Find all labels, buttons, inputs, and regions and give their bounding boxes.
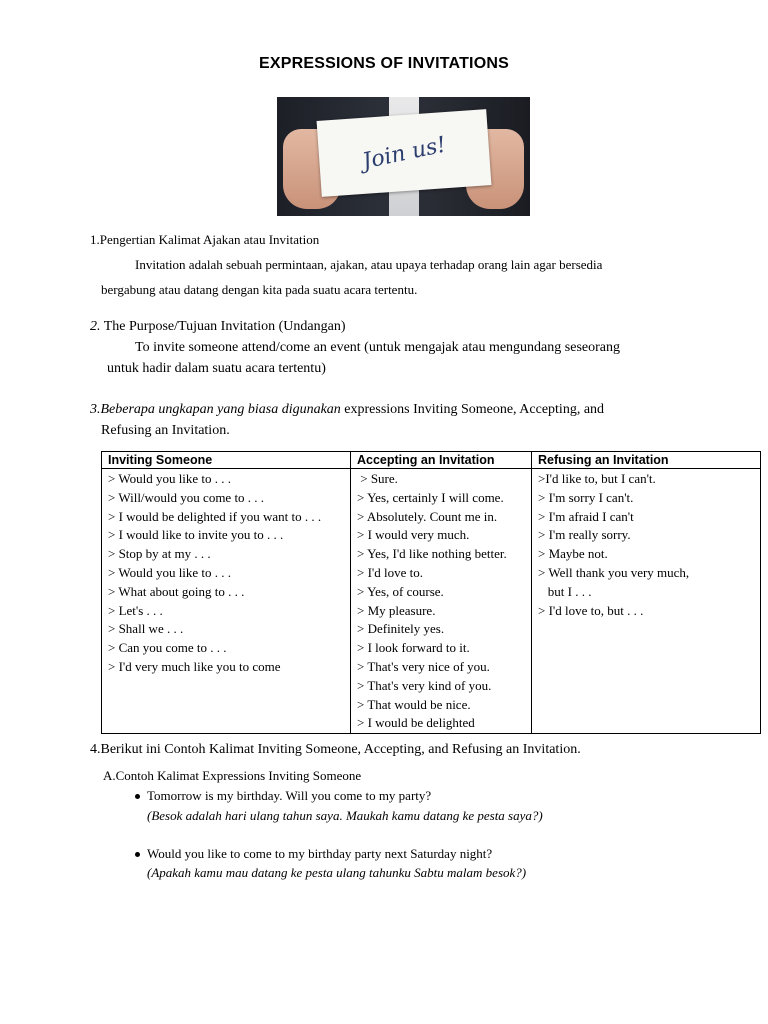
- accepting-item: > I would be delighted: [357, 715, 475, 731]
- inviting-item: > Can you come to . . .: [108, 640, 227, 656]
- accepting-item: > I would very much.: [357, 527, 470, 543]
- header-inviting: Inviting Someone: [102, 452, 351, 469]
- inviting-item: > Will/would you come to . . .: [108, 489, 265, 505]
- accepting-item: > Yes, I'd like nothing better.: [357, 546, 507, 562]
- inviting-item: > What about going to . . .: [108, 583, 245, 599]
- section2-heading: The Purpose/Tujuan Invitation (Undangan): [103, 319, 346, 334]
- table-header-row: [102, 452, 761, 469]
- page-title: EXPRESSIONS OF INVITATIONS: [259, 55, 509, 72]
- join-us-card: [317, 109, 492, 197]
- inviting-item: > Let's . . .: [108, 602, 163, 618]
- inviting-item: > I'd very much like you to come: [108, 658, 281, 674]
- example2-sentence: Would you like to come to my birthday party next Saturday night?: [147, 846, 493, 861]
- accepting-item: > Yes, of course.: [357, 583, 444, 599]
- accepting-column: [351, 469, 532, 734]
- accepting-item: > Sure.: [357, 471, 398, 486]
- inviting-item: > Would you like to . . .: [108, 564, 232, 580]
- bullet-icon: [135, 794, 140, 799]
- join-us-photo: [277, 97, 530, 216]
- refusing-item: > I'd love to, but . . .: [538, 602, 644, 618]
- section2-line2: untuk hadir dalam suatu acara tertentu): [107, 361, 326, 376]
- example2-translation: (Apakah kamu mau datang ke pesta ulang tahunku Sabtu malam besok?): [147, 865, 527, 880]
- section3-line2: Refusing an Invitation.: [101, 423, 230, 438]
- inviting-item: > Would you like to . . .: [108, 471, 232, 486]
- card-text: Join us!: [360, 131, 448, 175]
- refusing-item: >I'd like to, but I can't.: [538, 471, 656, 486]
- accepting-item: > My pleasure.: [357, 602, 436, 618]
- example1-translation: (Besok adalah hari ulang tahun saya. Maukah kamu datang ke pesta saya?): [147, 808, 543, 823]
- section1-heading: 1.Pengertian Kalimat Ajakan atau Invitation: [90, 232, 320, 247]
- accepting-item: > Definitely yes.: [357, 621, 445, 637]
- accepting-item: > That's very nice of you.: [357, 658, 490, 674]
- section4-heading: 4.Berikut ini Contoh Kalimat Inviting Someone, Accepting, and Refusing an Invitation.: [90, 742, 581, 757]
- table-row: [102, 469, 761, 734]
- section2-line1: To invite someone attend/come an event (untuk mengajak atau mengundang seseorang: [135, 340, 620, 355]
- refusing-column: [532, 469, 761, 734]
- refusing-item: > Maybe not.: [538, 546, 608, 562]
- inviting-item: > I would like to invite you to . . .: [108, 527, 284, 543]
- accepting-item: > That's very kind of you.: [357, 677, 492, 693]
- header-refusing: Refusing an Invitation: [532, 452, 761, 469]
- bullet-icon: [135, 852, 140, 857]
- refusing-item: > I'm sorry I can't.: [538, 489, 634, 505]
- accepting-item: > I look forward to it.: [357, 640, 470, 656]
- header-accepting: Accepting an Invitation: [351, 452, 532, 469]
- refusing-item: > I'm afraid I can't: [538, 508, 634, 524]
- section2-number: 2.: [90, 319, 101, 334]
- accepting-item: > Yes, certainly I will come.: [357, 489, 504, 505]
- section1-line1: Invitation adalah sebuah permintaan, ajakan, atau upaya terhadap orang lain agar bersedia: [135, 257, 603, 272]
- refusing-item: > I'm really sorry.: [538, 527, 631, 543]
- accepting-item: > That would be nice.: [357, 696, 471, 712]
- expressions-table: [101, 451, 761, 734]
- inviting-column: [102, 469, 351, 734]
- section2-heading-row: [90, 319, 345, 335]
- inviting-item: > Stop by at my . . .: [108, 546, 211, 562]
- inviting-item: > I would be delighted if you want to . . .: [108, 508, 322, 524]
- inviting-item: > Shall we . . .: [108, 621, 184, 637]
- accepting-item: > I'd love to.: [357, 564, 423, 580]
- section4-subheading: A.Contoh Kalimat Expressions Inviting Someone: [103, 768, 362, 783]
- section1-line2: bergabung atau datang dengan kita pada suatu acara tertentu.: [101, 282, 418, 297]
- section3-heading-row: [90, 402, 604, 418]
- section3-heading-rest: expressions Inviting Someone, Accepting, and: [340, 402, 605, 417]
- refusing-item: but I . . .: [538, 583, 592, 599]
- accepting-item: > Absolutely. Count me in.: [357, 508, 498, 524]
- example1-sentence: Tomorrow is my birthday. Will you come to my party?: [147, 788, 432, 803]
- section3-heading-italic: 3.Beberapa ungkapan yang biasa digunakan: [90, 402, 341, 417]
- refusing-item: > Well thank you very much,: [538, 564, 690, 580]
